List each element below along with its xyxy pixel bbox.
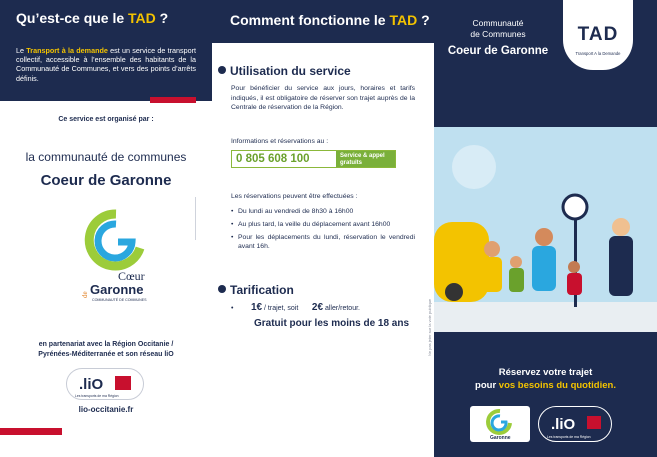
logo-text-garonne: Garonne bbox=[90, 282, 144, 297]
list-item: • Au plus tard, la veille du déplacement avant 16h00 bbox=[231, 220, 415, 229]
section-pricing-title: Tarification bbox=[218, 283, 294, 297]
partner-text: en partenariat avec la Région Occitanie / Pyrénées-Méditerranée et son réseau liO bbox=[38, 341, 174, 358]
left-panel bbox=[0, 0, 212, 457]
vertical-notice: Ne pas jeter sur la voie publique bbox=[427, 298, 432, 356]
bus-stop-icon bbox=[563, 195, 587, 219]
logo-text-de: de bbox=[81, 291, 89, 298]
coeur-de-garonne-logo bbox=[78, 208, 154, 304]
mid-title: Comment fonctionne le TAD ? bbox=[230, 12, 430, 28]
occitanie-flag-icon bbox=[115, 376, 131, 390]
logo-text-coeur: Cœur bbox=[118, 269, 145, 283]
left-title: Qu’est-ce que le TAD ? bbox=[16, 10, 169, 26]
bullet-icon bbox=[218, 285, 226, 293]
organized-by-label: Ce service est organisé par : bbox=[58, 116, 154, 123]
divider bbox=[195, 197, 196, 240]
svg-text:Les transports de ma Région: Les transports de ma Région bbox=[75, 394, 119, 398]
tad-badge-title: TAD bbox=[577, 24, 619, 45]
middle-panel bbox=[212, 0, 434, 457]
info-label: Informations et réservations au : bbox=[231, 138, 329, 145]
svg-text:.liO: .liO bbox=[79, 376, 104, 393]
list-item: • Pour les déplacements du lundi, réservation le vendredi avant 16h. bbox=[231, 233, 415, 251]
website-link[interactable]: lio-occitanie.fr bbox=[78, 405, 134, 414]
community-line: la communauté de communes bbox=[25, 150, 187, 164]
community-name: Coeur de Garonne bbox=[447, 45, 549, 57]
right-panel bbox=[434, 0, 657, 457]
free-service-badge: Service & appel gratuits bbox=[336, 151, 395, 167]
logo-text-sub: COMMUNAUTÉ DE COMMUNES bbox=[92, 298, 147, 302]
community-label: Communauté de Communes bbox=[470, 18, 526, 39]
red-accent-bar bbox=[150, 97, 196, 103]
community-name: Coeur de Garonne bbox=[40, 172, 172, 189]
red-accent-bar-bottom bbox=[0, 428, 62, 435]
reserve-line1: Réservez votre trajet bbox=[498, 367, 593, 378]
tad-badge-subtitle: Transport A la Demande bbox=[575, 51, 621, 56]
list-item: • Du lundi au vendredi de 8h30 à 16h00 bbox=[231, 207, 415, 216]
lio-logo bbox=[66, 368, 144, 400]
reservations-list bbox=[231, 207, 415, 255]
phone-box[interactable] bbox=[231, 150, 396, 168]
usage-text: Pour bénéficier du service aux jours, horaires et tarifs indiqués, il est obligatoire de réserver son trajet auprès de la Centrale de réservation de la Région. bbox=[231, 85, 415, 111]
reservations-label: Les réservations peuvent être effectuées : bbox=[231, 193, 358, 200]
reserve-line2: pour vos besoins du quotidien. bbox=[475, 380, 616, 391]
tad-badge bbox=[563, 0, 633, 70]
intro-text: Le Transport à la demande est un service de transport collectif, accessible à l’ensemble des habitants de la Communauté de Communes, et vers des points d’arrêts définis. bbox=[16, 46, 197, 83]
section-usage-title: Utilisation du service bbox=[218, 64, 351, 78]
svg-text:Garonne: Garonne bbox=[490, 435, 511, 441]
bullet-icon bbox=[218, 66, 226, 74]
phone-number[interactable]: 0 805 608 100 bbox=[236, 153, 310, 165]
bus-stop-illustration bbox=[434, 127, 657, 332]
svg-text:Les transports de ma Région: Les transports de ma Région bbox=[547, 435, 591, 439]
pricing-line: • 1€ / trajet, soit 2€ aller/retour. bbox=[231, 302, 360, 313]
lio-logo bbox=[538, 406, 612, 442]
free-under-18: Gratuit pour les moins de 18 ans bbox=[254, 318, 410, 329]
coeur-de-garonne-small-logo bbox=[470, 406, 530, 442]
occitanie-flag-icon bbox=[587, 416, 601, 429]
svg-text:.liO: .liO bbox=[551, 416, 576, 433]
